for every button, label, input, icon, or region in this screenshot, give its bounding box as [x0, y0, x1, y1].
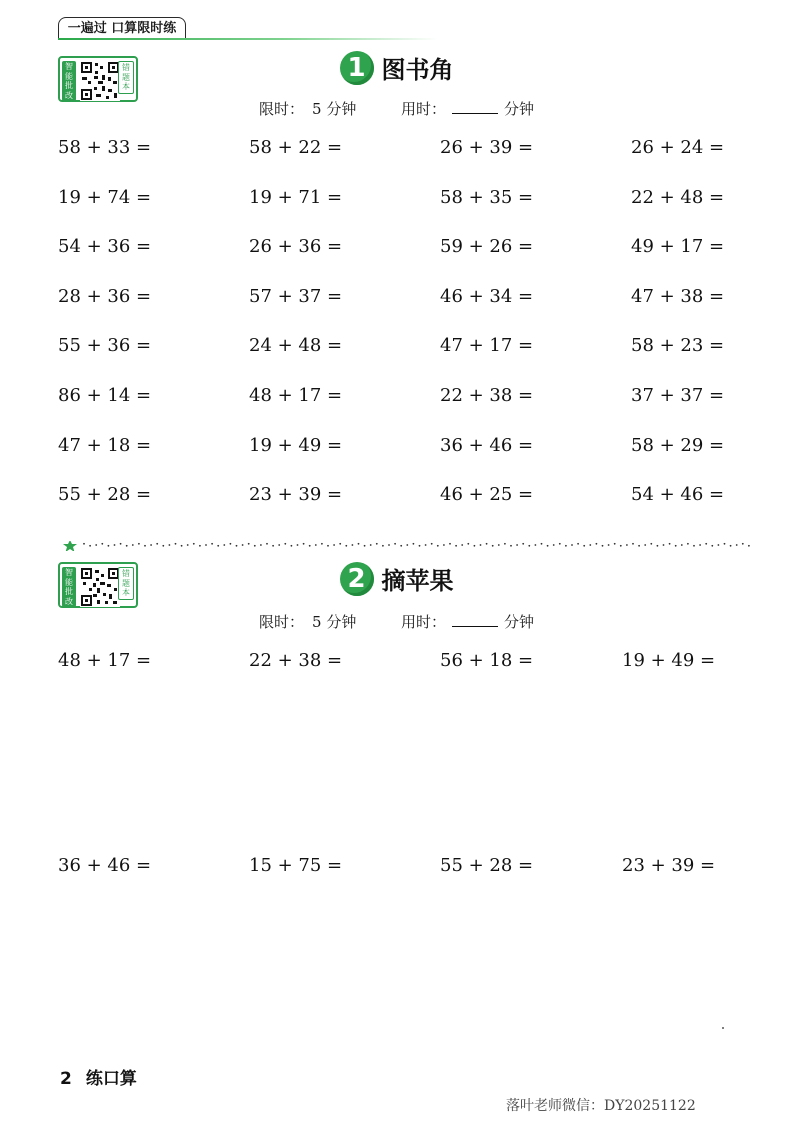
time-used-blank[interactable]: [452, 99, 498, 114]
divider-dot: [352, 544, 354, 546]
divider-dot: [199, 545, 201, 547]
divider-dot: [559, 543, 561, 545]
divider-dot: [114, 544, 116, 546]
divider-dot: [431, 543, 433, 545]
divider-dot: [516, 544, 518, 546]
divider-dot: [553, 544, 555, 546]
divider-dot: [388, 544, 390, 546]
time-limit: [255, 613, 360, 631]
divider-dot: [626, 544, 628, 546]
divider-dot: [718, 544, 720, 546]
divider-dot: [309, 545, 311, 547]
divider-dot: [284, 543, 286, 545]
divider-dot: [242, 544, 244, 546]
divider-dot: [211, 543, 213, 545]
qr-badge-left-label: 智能批改: [62, 61, 76, 101]
divider-dot: [449, 543, 451, 545]
divider-dot: [486, 543, 488, 545]
equation-problem: 47 + 18 =: [58, 434, 152, 456]
equation-problem: 37 + 37 =: [631, 385, 725, 406]
equation-problem: 55 + 28 =: [440, 855, 534, 876]
divider-dot: [321, 543, 323, 545]
divider-dot: [583, 545, 585, 547]
section-divider: [62, 541, 752, 551]
equation-problem: 47 + 17 =: [440, 335, 534, 357]
equation-problem: 19 + 49 =: [249, 434, 343, 456]
divider-dot: [535, 544, 537, 546]
divider-dot: [687, 543, 689, 545]
equation-problem: 58 + 29 =: [631, 434, 725, 456]
qr-badge-left-label: 智能批改: [62, 567, 76, 607]
equation-problem: 15 + 75 =: [249, 855, 343, 876]
time-limit-value: 5 分钟: [312, 100, 357, 118]
divider-dot: [510, 545, 512, 547]
divider-dot: [724, 543, 726, 545]
divider-dot: [644, 544, 646, 546]
divider-dot: [303, 543, 305, 545]
divider-dot: [120, 543, 122, 545]
divider-dot: [413, 543, 415, 545]
divider-dot: [669, 543, 671, 545]
divider-dot: [705, 543, 707, 545]
divider-dot: [565, 545, 567, 547]
time-limit-label: 限时：: [259, 100, 305, 118]
divider-dot: [266, 543, 268, 545]
qr-badge-right-label: 错题本: [118, 567, 134, 600]
divider-dot: [175, 543, 177, 545]
divider-dot: [138, 543, 140, 545]
equation-problem: 19 + 71 =: [249, 186, 343, 208]
equation-problem: 26 + 39 =: [440, 137, 534, 158]
divider-dot: [370, 544, 372, 546]
divider-dot: [193, 543, 195, 545]
divider-dot: [571, 544, 573, 546]
divider-dot: [455, 545, 457, 547]
divider-dot: [467, 543, 469, 545]
divider-dot: [254, 545, 256, 547]
divider-dot: [339, 543, 341, 545]
divider-dot: [333, 544, 335, 546]
qr-badge-right-label: 错题本: [118, 61, 134, 94]
divider-dot: [632, 543, 634, 545]
equation-problem: 26 + 24 =: [631, 137, 725, 158]
equation-problem: 54 + 46 =: [631, 484, 725, 506]
divider-dot: [187, 544, 189, 546]
divider-dot: [169, 544, 171, 546]
equation-problem: 55 + 36 =: [58, 335, 152, 357]
equation-problem: 58 + 35 =: [440, 186, 534, 208]
equation-problem: 19 + 49 =: [622, 650, 716, 671]
divider-dot: [217, 545, 219, 547]
divider-dot: [278, 544, 280, 546]
divider-dot: [425, 544, 427, 546]
equation-problem: 86 + 14 =: [58, 385, 152, 406]
divider-dot: [260, 544, 262, 546]
divider-dot: [230, 543, 232, 545]
divider-dot: [675, 545, 677, 547]
divider-dot: [162, 545, 164, 547]
time-used: [397, 613, 538, 631]
time-used-blank[interactable]: [452, 612, 498, 627]
section-title-text: 摘苹果: [381, 567, 454, 595]
equation-problem: 23 + 39 =: [249, 484, 343, 506]
section-1-title: [0, 50, 793, 90]
divider-dot: [376, 543, 378, 545]
divider-dot: [748, 545, 750, 547]
section-title-text: 图书角: [381, 56, 454, 84]
divider-dot: [400, 545, 402, 547]
divider-dot: [742, 543, 744, 545]
divider-dot: [657, 545, 659, 547]
divider-dot: [406, 544, 408, 546]
divider-dot: [272, 545, 274, 547]
divider-dot: [236, 545, 238, 547]
divider-dot: [547, 545, 549, 547]
divider-dot: [364, 545, 366, 547]
equation-problem: 36 + 46 =: [58, 855, 152, 876]
divider-dot: [602, 545, 604, 547]
divider-dot: [132, 544, 134, 546]
divider-dot: [126, 545, 128, 547]
equation-problem: 46 + 25 =: [440, 484, 534, 506]
divider-dot: [461, 544, 463, 546]
equation-problem: 56 + 18 =: [440, 650, 534, 671]
divider-dot: [144, 545, 146, 547]
time-limit-label: 限时：: [259, 613, 305, 631]
page-number: 2: [60, 1069, 72, 1089]
divider-dot: [711, 545, 713, 547]
divider-dot: [297, 544, 299, 546]
divider-dot: [345, 545, 347, 547]
divider-dot: [419, 545, 421, 547]
divider-dot: [693, 545, 695, 547]
divider-dot: [492, 545, 494, 547]
time-limit: [255, 100, 360, 118]
section-2-timebar: [0, 611, 793, 632]
divider-dot: [504, 543, 506, 545]
divider-dot: [223, 544, 225, 546]
divider-dot: [730, 545, 732, 547]
divider-dot: [315, 544, 317, 546]
time-used: [397, 100, 538, 118]
divider-dot: [474, 545, 476, 547]
time-used-label: 用时：: [400, 100, 446, 118]
equation-problem: 28 + 36 =: [58, 285, 152, 307]
equation-problem: 23 + 39 =: [622, 855, 716, 876]
divider-dot: [101, 543, 103, 545]
time-used-label: 用时：: [400, 613, 446, 631]
book-series-tab: 一遍过 口算限时练: [58, 17, 186, 39]
equation-problem: 19 + 74 =: [58, 186, 152, 208]
divider-dot: [681, 544, 683, 546]
equation-problem: 36 + 46 =: [440, 434, 534, 456]
equation-problem: 26 + 36 =: [249, 236, 343, 258]
equation-problem: 46 + 34 =: [440, 285, 534, 307]
divider-dot: [589, 544, 591, 546]
divider-dot: [638, 545, 640, 547]
equation-problem: 58 + 22 =: [249, 137, 343, 158]
divider-dot: [596, 543, 598, 545]
divider-dot: [736, 544, 738, 546]
divider-dot: [150, 544, 152, 546]
divider-dot: [541, 543, 543, 545]
divider-dot: [291, 545, 293, 547]
divider-dot: [443, 544, 445, 546]
wechat-watermark: 落叶老师微信：DY20251122: [506, 1098, 696, 1114]
divider-dot: [327, 545, 329, 547]
equation-problem: 47 + 38 =: [631, 285, 725, 307]
header-rule: [58, 38, 438, 40]
section-number-badge: 1: [340, 51, 374, 85]
divider-dot: [480, 544, 482, 546]
divider-dot: [358, 543, 360, 545]
divider-dot: [394, 543, 396, 545]
divider-dot: [205, 544, 207, 546]
divider-dot: [382, 545, 384, 547]
divider-dot: [522, 543, 524, 545]
divider-dot: [437, 545, 439, 547]
time-limit-value: 5 分钟: [312, 613, 357, 631]
equation-problem: 55 + 28 =: [58, 484, 152, 506]
divider-dot: [248, 543, 250, 545]
divider-dot: [498, 544, 500, 546]
divider-dot: [663, 544, 665, 546]
equation-problem: 22 + 48 =: [631, 186, 725, 208]
section-1-timebar: [0, 98, 793, 119]
divider-dot: [528, 545, 530, 547]
divider-dot: [577, 543, 579, 545]
divider-dot: [608, 544, 610, 546]
divider-dot: [108, 545, 110, 547]
equation-problem: 48 + 17 =: [249, 385, 343, 406]
section-2-title: [0, 561, 793, 601]
stray-dot: [722, 1027, 724, 1029]
equation-problem: 54 + 36 =: [58, 236, 152, 258]
equation-problem: 49 + 17 =: [631, 236, 725, 258]
equation-problem: 22 + 38 =: [440, 385, 534, 406]
divider-dot: [83, 543, 85, 545]
equation-problem: 58 + 33 =: [58, 137, 152, 158]
equation-problem: 58 + 23 =: [631, 335, 725, 357]
divider-dot: [95, 544, 97, 546]
divider-dot: [614, 543, 616, 545]
divider-dot: [650, 543, 652, 545]
page-footer: [60, 1064, 137, 1089]
time-used-unit: 分钟: [503, 613, 534, 631]
equation-problem: 22 + 38 =: [249, 650, 343, 671]
page-footer-label: 练口算: [85, 1069, 137, 1089]
divider-dot: [181, 545, 183, 547]
equation-problem: 24 + 48 =: [249, 335, 343, 357]
equation-problem: 59 + 26 =: [440, 236, 534, 258]
divider-dot: [620, 545, 622, 547]
equation-problem: 48 + 17 =: [58, 650, 152, 671]
section-number-badge: 2: [340, 562, 374, 596]
equation-problem: 57 + 37 =: [249, 285, 343, 307]
divider-dot: [89, 545, 91, 547]
divider-dot: [156, 543, 158, 545]
time-used-unit: 分钟: [503, 100, 534, 118]
divider-dot: [699, 544, 701, 546]
